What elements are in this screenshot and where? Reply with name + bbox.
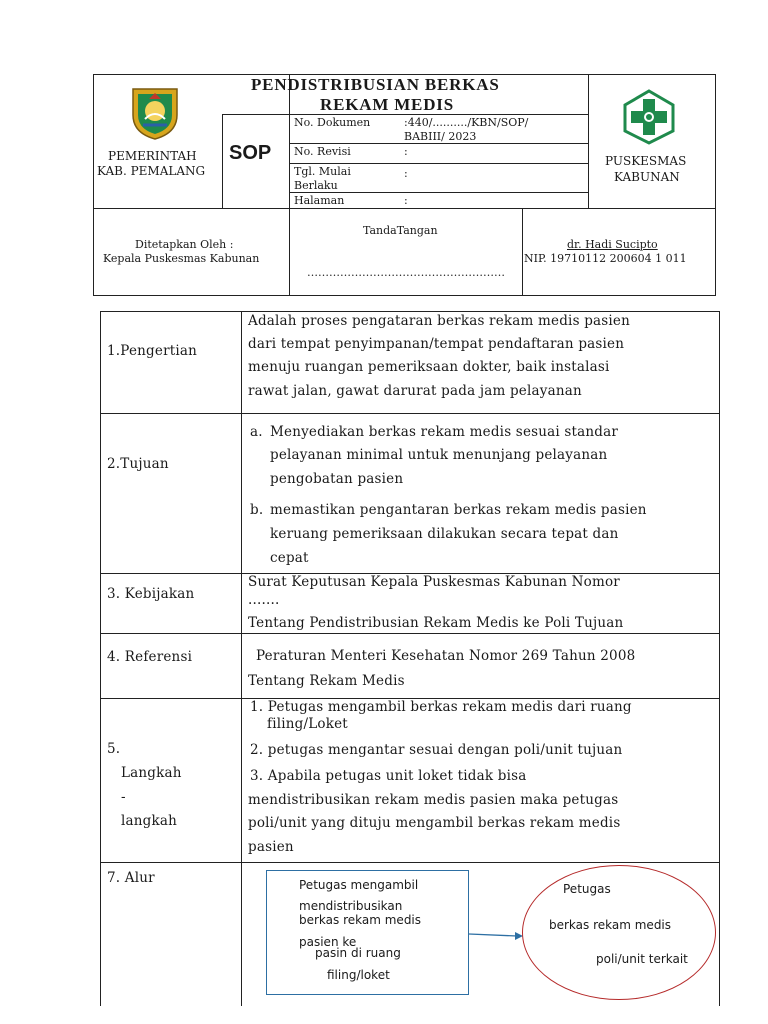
official-name: dr. Hadi Sucipto <box>567 238 658 251</box>
no-revisi-value: : <box>404 145 408 158</box>
flow-box-line: filing/loket <box>327 968 390 982</box>
kebijakan-line: Surat Keputusan Kepala Puskesmas Kabunan Nomor <box>248 574 620 590</box>
official-nip: NIP. 19710112 200604 1 011 <box>524 252 687 265</box>
langkah-line: mendistribusikan rekam medis pasien maka petugas <box>248 792 619 808</box>
langkah-line: 2. petugas mengantar sesuai dengan poli/unit tujuan <box>250 742 623 758</box>
document-title-line1: PENDISTRIBUSIAN BERKAS <box>251 75 500 94</box>
langkah-label: langkah <box>121 813 178 829</box>
pengertian-line: menuju ruangan pemeriksaan dokter, baik instalasi <box>248 359 610 375</box>
flow-ellipse-line: Petugas <box>563 882 611 896</box>
flow-box-line: Petugas mengambil <box>299 878 419 892</box>
flow-end-ellipse <box>522 865 716 1000</box>
ditetapkan-line2: Kepala Puskesmas Kabunan <box>103 252 260 265</box>
langkah-line: filing/Loket <box>267 716 348 732</box>
tujuan-a-line: pelayanan minimal untuk menunjang pelayanan <box>270 447 608 463</box>
document-title-line2: REKAM MEDIS <box>320 95 454 114</box>
tgl-mulai-label: Tgl. Mulai <box>294 165 351 178</box>
no-dokumen-label: No. Dokumen <box>294 116 371 129</box>
referensi-line: Peraturan Menteri Kesehatan Nomor 269 Tahun 2008 <box>256 648 636 664</box>
tujuan-b-line: memastikan pengantaran berkas rekam medis pasien <box>270 502 647 518</box>
referensi-line: Tentang Rekam Medis <box>248 673 405 689</box>
left-org-line1: PEMERINTAH <box>108 149 197 163</box>
referensi-label: 4. Referensi <box>107 649 193 665</box>
no-dokumen-value-line2: BABIII/ 2023 <box>404 130 477 143</box>
tujuan-a-line: Menyediakan berkas rekam medis sesuai standar <box>270 424 619 440</box>
kebijakan-label: 3. Kebijakan <box>107 586 195 602</box>
tujuan-a-line: pengobatan pasien <box>270 471 404 487</box>
pengertian-label: 1.Pengertian <box>107 343 198 359</box>
pengertian-line: dari tempat penyimpanan/tempat pendaftaran pasien <box>248 336 625 352</box>
no-dokumen-value: :440/........../KBN/SOP/ <box>404 116 529 129</box>
flow-box-line: pasien ke <box>299 935 357 949</box>
tgl-mulai-label-line2: Berlaku <box>294 179 338 192</box>
halaman-label: Halaman <box>294 194 345 207</box>
sop-label: SOP <box>229 142 272 164</box>
tanda-tangan-label: TandaTangan <box>363 224 438 237</box>
kebijakan-line: ....... <box>248 592 280 608</box>
tgl-mulai-value: : <box>404 167 408 180</box>
signature-line: ……………………………………………… <box>307 266 505 279</box>
langkah-line: 3. Apabila petugas unit loket tidak bisa <box>250 768 527 784</box>
ditetapkan-line1: Ditetapkan Oleh : <box>135 238 234 251</box>
pengertian-line: Adalah proses pengataran berkas rekam medis pasien <box>248 313 631 329</box>
pengertian-line: rawat jalan, gawat darurat pada jam pelayanan <box>248 383 582 399</box>
tujuan-a-marker: a. <box>250 424 263 440</box>
langkah-line: pasien <box>248 839 294 855</box>
langkah-label: 5. <box>107 741 121 757</box>
flow-ellipse-line: berkas rekam medis <box>549 918 672 932</box>
puskesmas-cross-icon <box>621 89 677 145</box>
kebijakan-line: Tentang Pendistribusian Rekam Medis ke Poli Tujuan <box>248 615 624 631</box>
right-org-line2: KABUNAN <box>614 170 680 184</box>
tujuan-label: 2.Tujuan <box>107 456 169 472</box>
right-org-line1: PUSKESMAS <box>605 154 687 168</box>
alur-label: 7. Alur <box>107 870 155 886</box>
flow-box-line: pasin di ruang <box>315 946 401 960</box>
tujuan-b-line: cepat <box>270 550 309 566</box>
langkah-line: poli/unit yang dituju mengambil berkas rekam medis <box>248 815 621 831</box>
pemalang-emblem-icon <box>127 85 183 141</box>
langkah-label: Langkah <box>121 765 182 781</box>
flow-box-line: mendistribusikan <box>299 899 403 913</box>
flow-box-line: berkas rekam medis <box>299 913 422 927</box>
halaman-value: : <box>404 194 408 207</box>
langkah-label: - <box>121 789 126 805</box>
flow-ellipse-line: poli/unit terkait <box>596 952 688 966</box>
flow-arrow-icon <box>469 927 525 941</box>
langkah-line: 1. Petugas mengambil berkas rekam medis dari ruang <box>250 699 632 715</box>
tujuan-b-line: keruang pemeriksaan dilakukan secara tepat dan <box>270 526 619 542</box>
tujuan-b-marker: b. <box>250 502 264 518</box>
no-revisi-label: No. Revisi <box>294 145 351 158</box>
left-org-line2: KAB. PEMALANG <box>97 164 206 178</box>
